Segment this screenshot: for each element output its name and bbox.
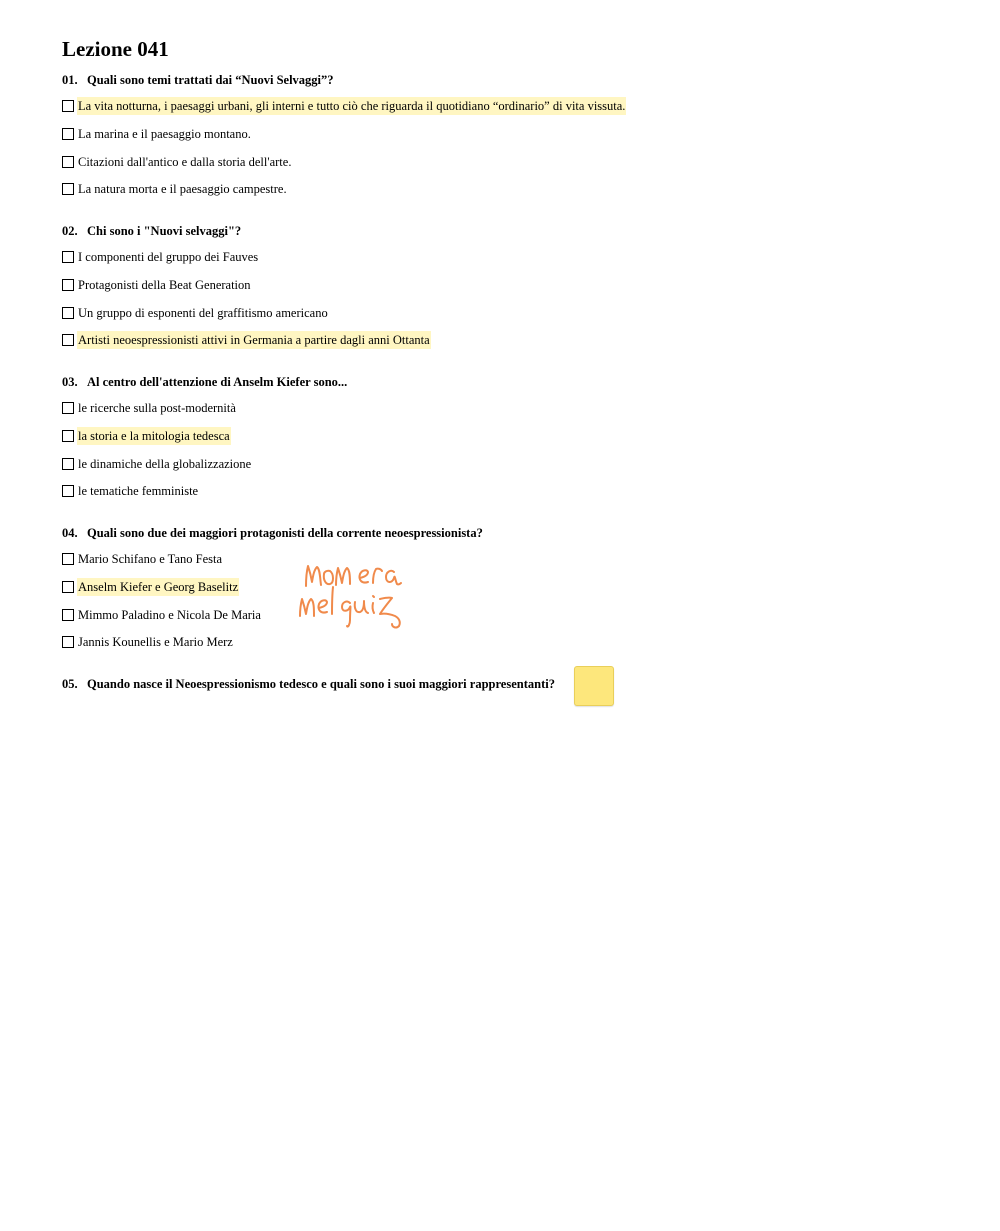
option-label: Un gruppo di esponenti del graffitismo americano xyxy=(78,306,328,320)
option-q02-d[interactable] xyxy=(62,332,431,348)
option-q03-d[interactable] xyxy=(62,483,199,499)
option-q03-c[interactable] xyxy=(62,456,252,472)
question-02 xyxy=(62,223,241,239)
option-label: La marina e il paesaggio montano. xyxy=(78,127,251,141)
option-q03-b[interactable] xyxy=(62,428,231,444)
handwritten-annotation[interactable] xyxy=(292,556,412,632)
option-label: la storia e la mitologia tedesca xyxy=(78,429,230,443)
question-number: 04. xyxy=(62,526,78,540)
option-label: La natura morta e il paesaggio campestre. xyxy=(78,182,287,196)
answer-checkbox[interactable] xyxy=(62,183,74,195)
option-q04-b[interactable] xyxy=(62,579,239,595)
question-number: 02. xyxy=(62,224,78,238)
answer-checkbox[interactable] xyxy=(62,581,74,593)
page-title: Lezione 041 xyxy=(62,37,169,61)
option-q02-b[interactable] xyxy=(62,277,252,293)
answer-checkbox[interactable] xyxy=(62,156,74,168)
option-label: le ricerche sulla post-modernità xyxy=(78,401,236,415)
question-text: Quali sono due dei maggiori protagonisti della corrente neoespressionista? xyxy=(87,526,483,540)
option-label: Citazioni dall'antico e dalla storia dell'arte. xyxy=(78,155,292,169)
option-label: le tematiche femministe xyxy=(78,484,199,498)
sticky-note-icon[interactable] xyxy=(574,666,614,706)
question-04 xyxy=(62,525,483,541)
question-text: Chi sono i "Nuovi selvaggi"? xyxy=(87,224,242,238)
question-text: Quando nasce il Neoespressionismo tedesco e quali sono i suoi maggiori rappresentanti? xyxy=(87,677,555,691)
option-label: Jannis Kounellis e Mario Merz xyxy=(78,635,233,649)
option-q04-d[interactable] xyxy=(62,634,234,650)
question-text: Al centro dell'attenzione di Anselm Kiefer sono... xyxy=(87,375,348,389)
question-text: Quali sono temi trattati dai “Nuovi Selvaggi”? xyxy=(87,73,334,87)
option-q01-c[interactable] xyxy=(62,154,292,170)
answer-checkbox[interactable] xyxy=(62,636,74,648)
question-number: 03. xyxy=(62,375,78,389)
answer-checkbox[interactable] xyxy=(62,402,74,414)
option-q01-b[interactable] xyxy=(62,126,252,142)
question-number: 01. xyxy=(62,73,78,87)
question-number: 05. xyxy=(62,677,78,691)
answer-checkbox[interactable] xyxy=(62,307,74,319)
option-q03-a[interactable] xyxy=(62,400,237,416)
option-label: Mimmo Paladino e Nicola De Maria xyxy=(78,608,261,622)
option-label: Anselm Kiefer e Georg Baselitz xyxy=(78,580,239,594)
question-03 xyxy=(62,374,347,390)
answer-checkbox[interactable] xyxy=(62,485,74,497)
answer-checkbox[interactable] xyxy=(62,430,74,442)
handwriting-ink-icon xyxy=(292,556,412,632)
option-q04-c[interactable] xyxy=(62,607,262,623)
question-05 xyxy=(62,676,555,692)
answer-checkbox[interactable] xyxy=(62,458,74,470)
answer-checkbox[interactable] xyxy=(62,128,74,140)
option-label: Mario Schifano e Tano Festa xyxy=(78,552,223,566)
option-label: La vita notturna, i paesaggi urbani, gli interni e tutto ciò che riguarda il quotidiano “ordinario” di vita vissuta. xyxy=(78,99,626,113)
answer-checkbox[interactable] xyxy=(62,609,74,621)
option-q04-a[interactable] xyxy=(62,551,223,567)
option-q02-a[interactable] xyxy=(62,249,259,265)
answer-checkbox[interactable] xyxy=(62,251,74,263)
option-label: le dinamiche della globalizzazione xyxy=(78,457,252,471)
option-q01-a[interactable] xyxy=(62,98,626,114)
answer-checkbox[interactable] xyxy=(62,100,74,112)
answer-checkbox[interactable] xyxy=(62,334,74,346)
option-q02-c[interactable] xyxy=(62,305,329,321)
option-label: Artisti neoespressionisti attivi in Germania a partire dagli anni Ottanta xyxy=(78,333,430,347)
answer-checkbox[interactable] xyxy=(62,279,74,291)
option-label: I componenti del gruppo dei Fauves xyxy=(78,250,259,264)
option-q01-d[interactable] xyxy=(62,181,288,197)
option-label: Protagonisti della Beat Generation xyxy=(78,278,251,292)
answer-checkbox[interactable] xyxy=(62,553,74,565)
question-01 xyxy=(62,72,334,88)
